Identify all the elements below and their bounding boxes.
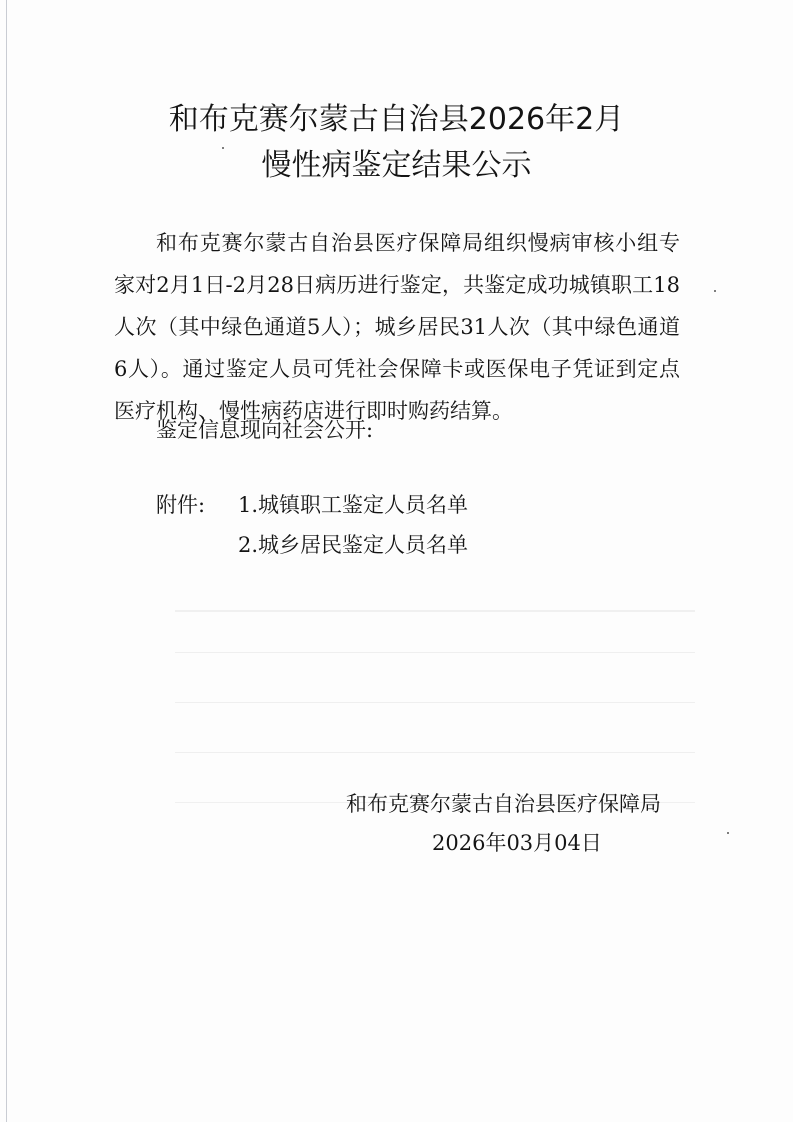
body-paragraph: 和布克赛尔蒙古自治县医疗保障局组织慢病审核小组专家对2月1日-2月28日病历进行鉴定，共鉴定成功城镇职工18人次（其中绿色通道5人）；城乡居民31人次（其中绿色通道6人）。通过鉴定人员可凭社会保障卡或医保电子凭证到定点医疗机构、慢性病药店进行即时购药结算。 (114, 231, 680, 423)
scan-speck (727, 832, 729, 834)
disclosure-line: 鉴定信息现向社会公开: (156, 418, 374, 442)
attachment-label: 附件: (156, 493, 206, 517)
title-line-2: 慢性病鉴定结果公示 (261, 148, 532, 183)
attachment-item-2: 2.城乡居民鉴定人员名单 (238, 533, 469, 557)
title-line-1: 和布克赛尔蒙古自治县2026年2月 (168, 102, 625, 137)
attachment-item-1: 1.城镇职工鉴定人员名单 (238, 493, 469, 517)
signer-organization: 和布克赛尔蒙古自治县医疗保障局 (346, 792, 661, 816)
issue-date: 2026年03月04日 (432, 831, 602, 855)
scan-speck (714, 290, 716, 292)
